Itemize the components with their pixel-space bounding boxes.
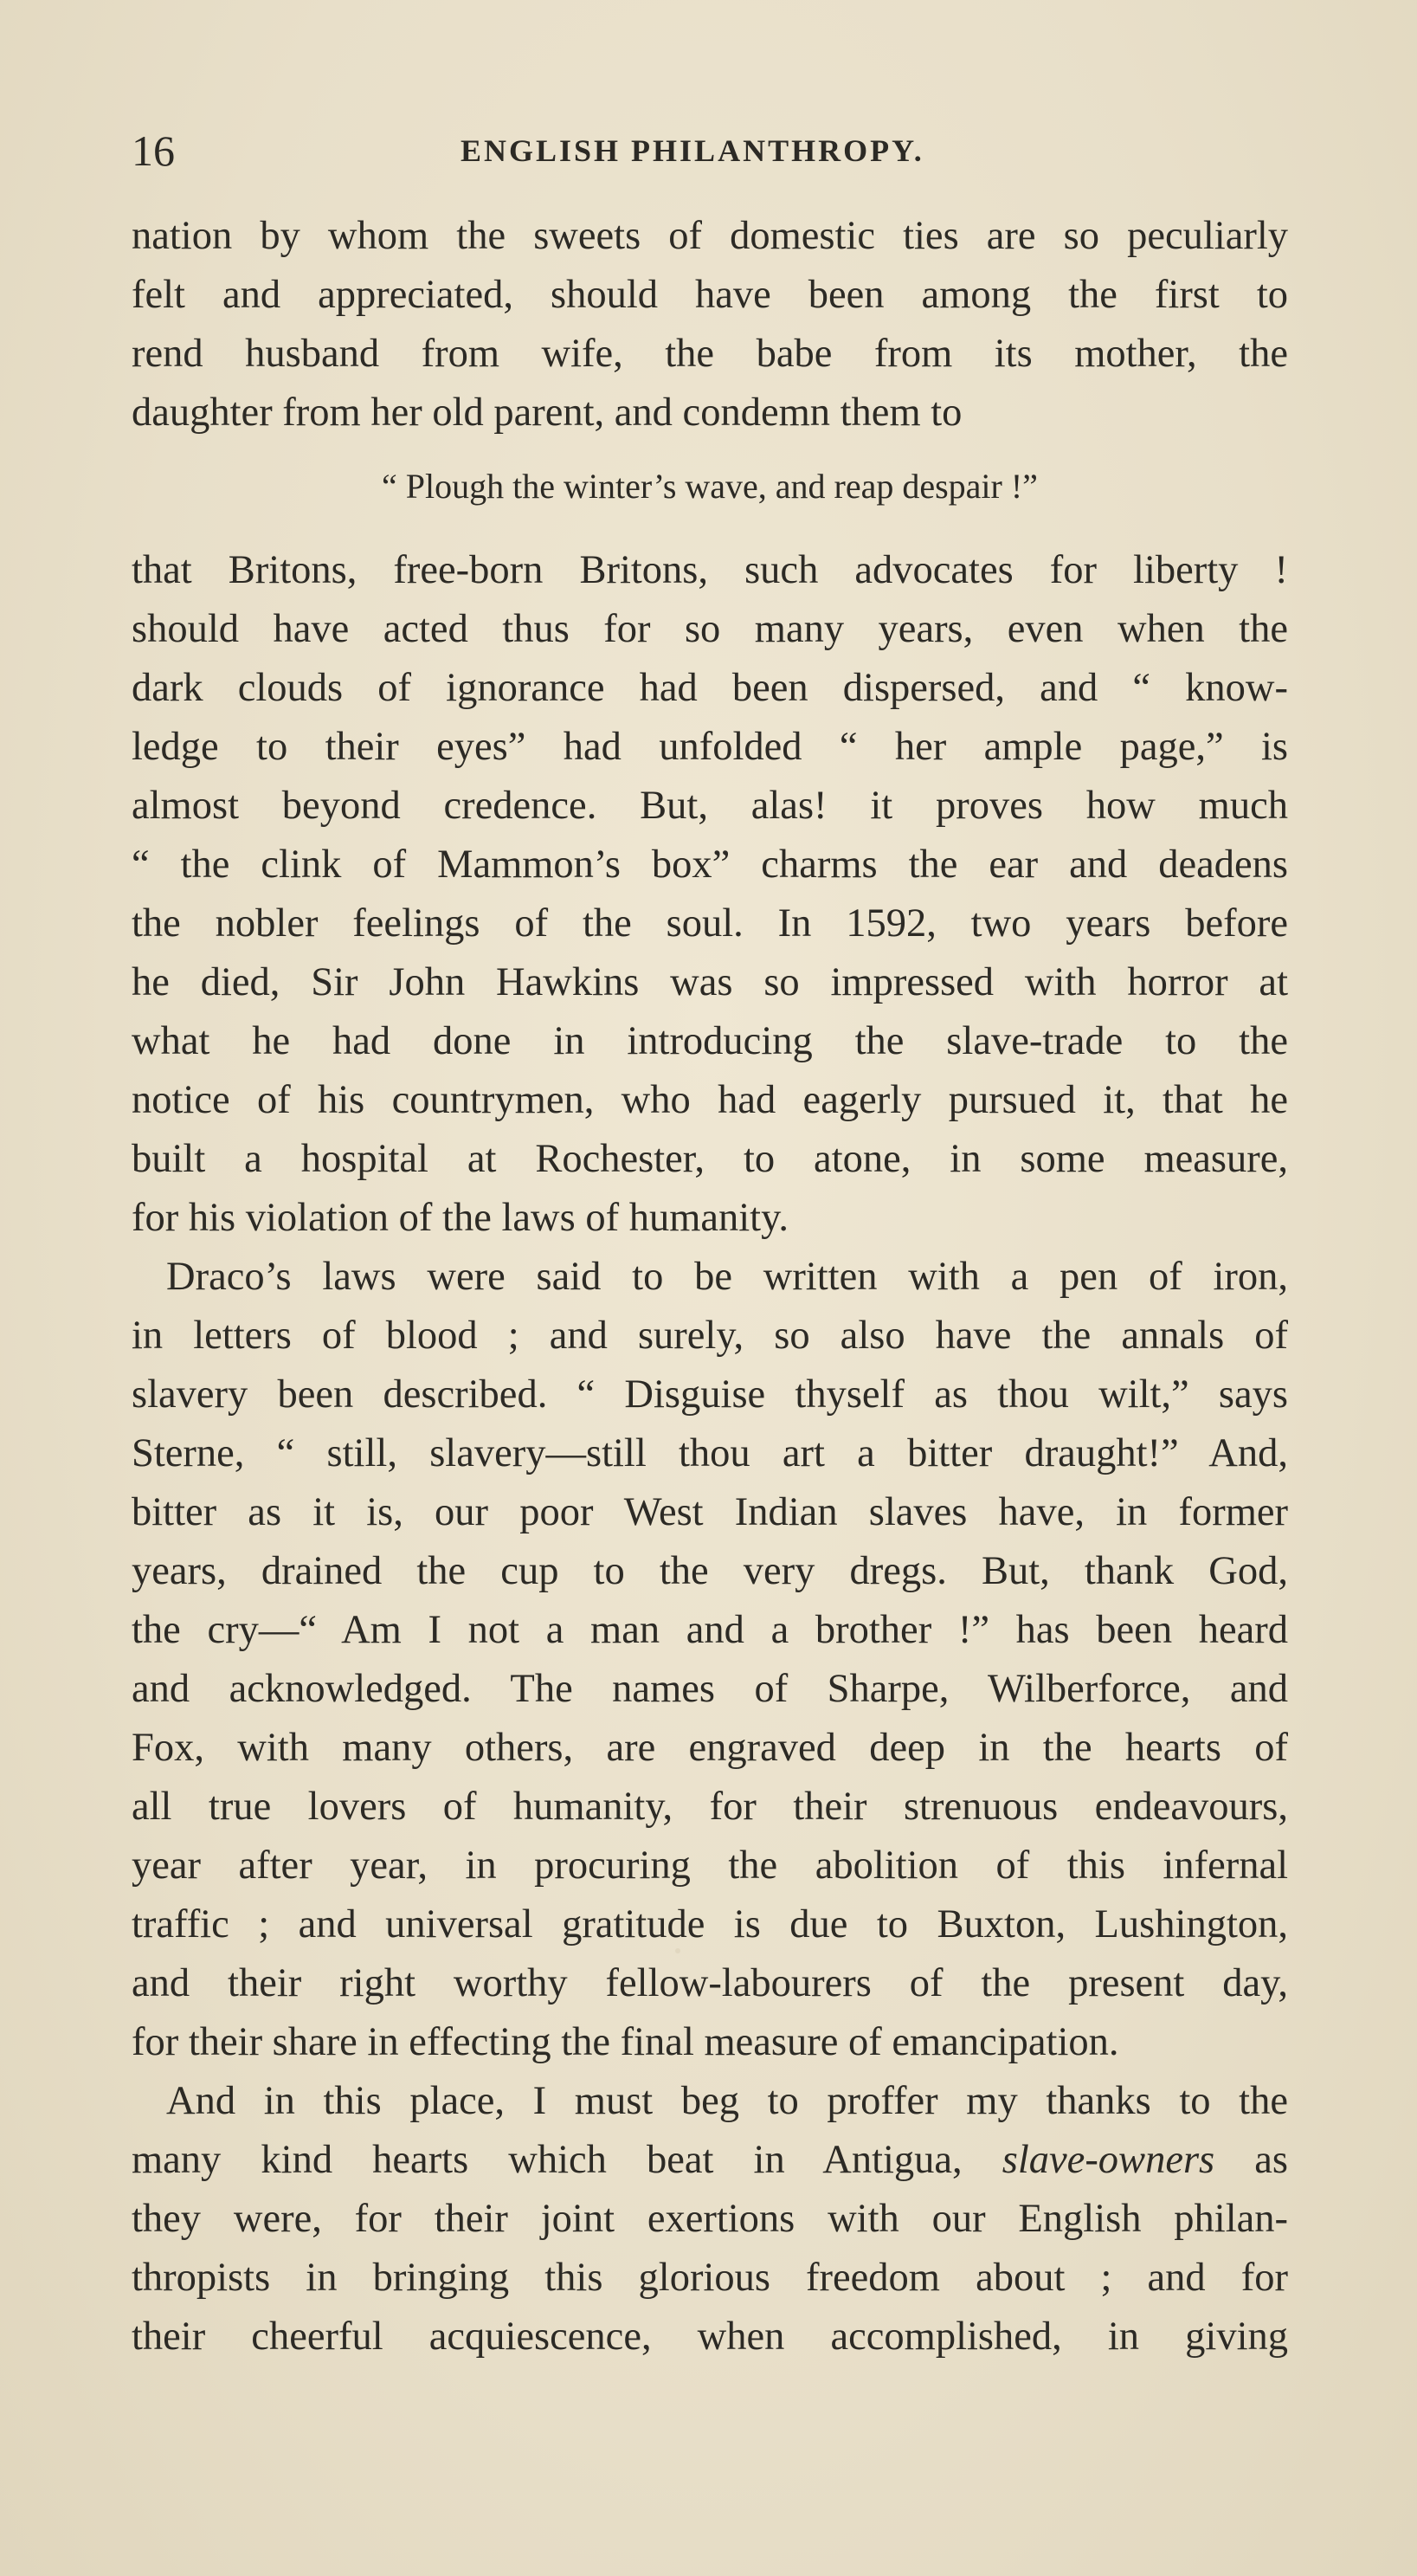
text-line: for their share in effecting the final measure of emancipation. [132, 2020, 1119, 2064]
running-title: ENGLISH PHILANTHROPY. [461, 133, 924, 168]
page-body [132, 0, 1288, 2576]
text-line: should have acted thus for so many years, even when the [132, 607, 1288, 651]
text-line: built a hospital at Rochester, to atone, in some measure, [132, 1137, 1288, 1181]
text-line: traffic ; and universal gratitude is due to Buxton, Lushington, [132, 1902, 1288, 1947]
text-line: “ the clink of Mammon’s box” charms the ear and deadens [132, 843, 1288, 887]
text-run: as [1214, 2138, 1288, 2182]
text-line: that Britons, free-born Britons, such advocates for liberty ! [132, 548, 1288, 592]
text-line: nation by whom the sweets of domestic ties are so peculiarly [132, 214, 1288, 258]
text-line: years, drained the cup to the very dregs. But, thank God, [132, 1549, 1288, 1593]
text-line: the nobler feelings of the soul. In 1592, two years before [132, 901, 1288, 946]
text-line: bitter as it is, our poor West Indian slaves have, in former [132, 1490, 1288, 1534]
text-line: Draco’s laws were said to be written with a pen of iron, [166, 1255, 1288, 1299]
text-line: felt and appreciated, should have been among the first to [132, 273, 1288, 317]
text-line: Sterne, “ still, slavery—still thou art a bitter draught!” And, [132, 1431, 1288, 1475]
text-line: and acknowledged. The names of Sharpe, Wilberforce, and [132, 1667, 1288, 1711]
text-line: they were, for their joint exertions with our English philan- [132, 2197, 1288, 2241]
text-line: dark clouds of ignorance had been dispersed, and “ know- [132, 666, 1288, 710]
text-line: year after year, in procuring the abolition of this infernal [132, 1843, 1288, 1888]
text-line: daughter from her old parent, and condemn them to [132, 391, 963, 435]
text-line: slavery been described. “ Disguise thyself as thou wilt,” says [132, 1372, 1288, 1417]
page-number: 16 [132, 126, 175, 175]
text-line: And in this place, I must beg to proffer my thanks to the [166, 2079, 1288, 2123]
italic-term: slave-owners [1002, 2138, 1215, 2182]
text-line: all true lovers of humanity, for their strenuous endeavours, [132, 1785, 1288, 1829]
text-line: the cry—“ Am I not a man and a brother !” has been heard [132, 1608, 1288, 1652]
text-line: and their right worthy fellow-labourers of the present day, [132, 1961, 1288, 2005]
text-run: many kind hearts which beat in Antigua, [132, 2138, 1002, 2182]
text-line: what he had done in introducing the slave-trade to the [132, 1019, 1288, 1063]
text-line: almost beyond credence. But, alas! it proves how much [132, 784, 1288, 828]
text-line: notice of his countrymen, who had eagerly pursued it, that he [132, 1078, 1288, 1122]
text-line [132, 2140, 1288, 2181]
text-line: he died, Sir John Hawkins was so impressed with horror at [132, 960, 1288, 1004]
text-line: thropists in bringing this glorious freedom about ; and for [132, 2256, 1288, 2300]
text-line: in letters of blood ; and surely, so also have the annals of [132, 1314, 1288, 1358]
text-line: ledge to their eyes” had unfolded “ her ample page,” is [132, 725, 1288, 769]
text-line: their cheerful acquiescence, when accomplished, in giving [132, 2315, 1288, 2359]
text-line: rend husband from wife, the babe from its mother, the [132, 332, 1288, 376]
text-line: for his violation of the laws of humanity. [132, 1196, 789, 1240]
verse-quotation: “ Plough the winter’s wave, and reap despair !” [382, 467, 1038, 506]
text-line: Fox, with many others, are engraved deep in the hearts of [132, 1726, 1288, 1770]
